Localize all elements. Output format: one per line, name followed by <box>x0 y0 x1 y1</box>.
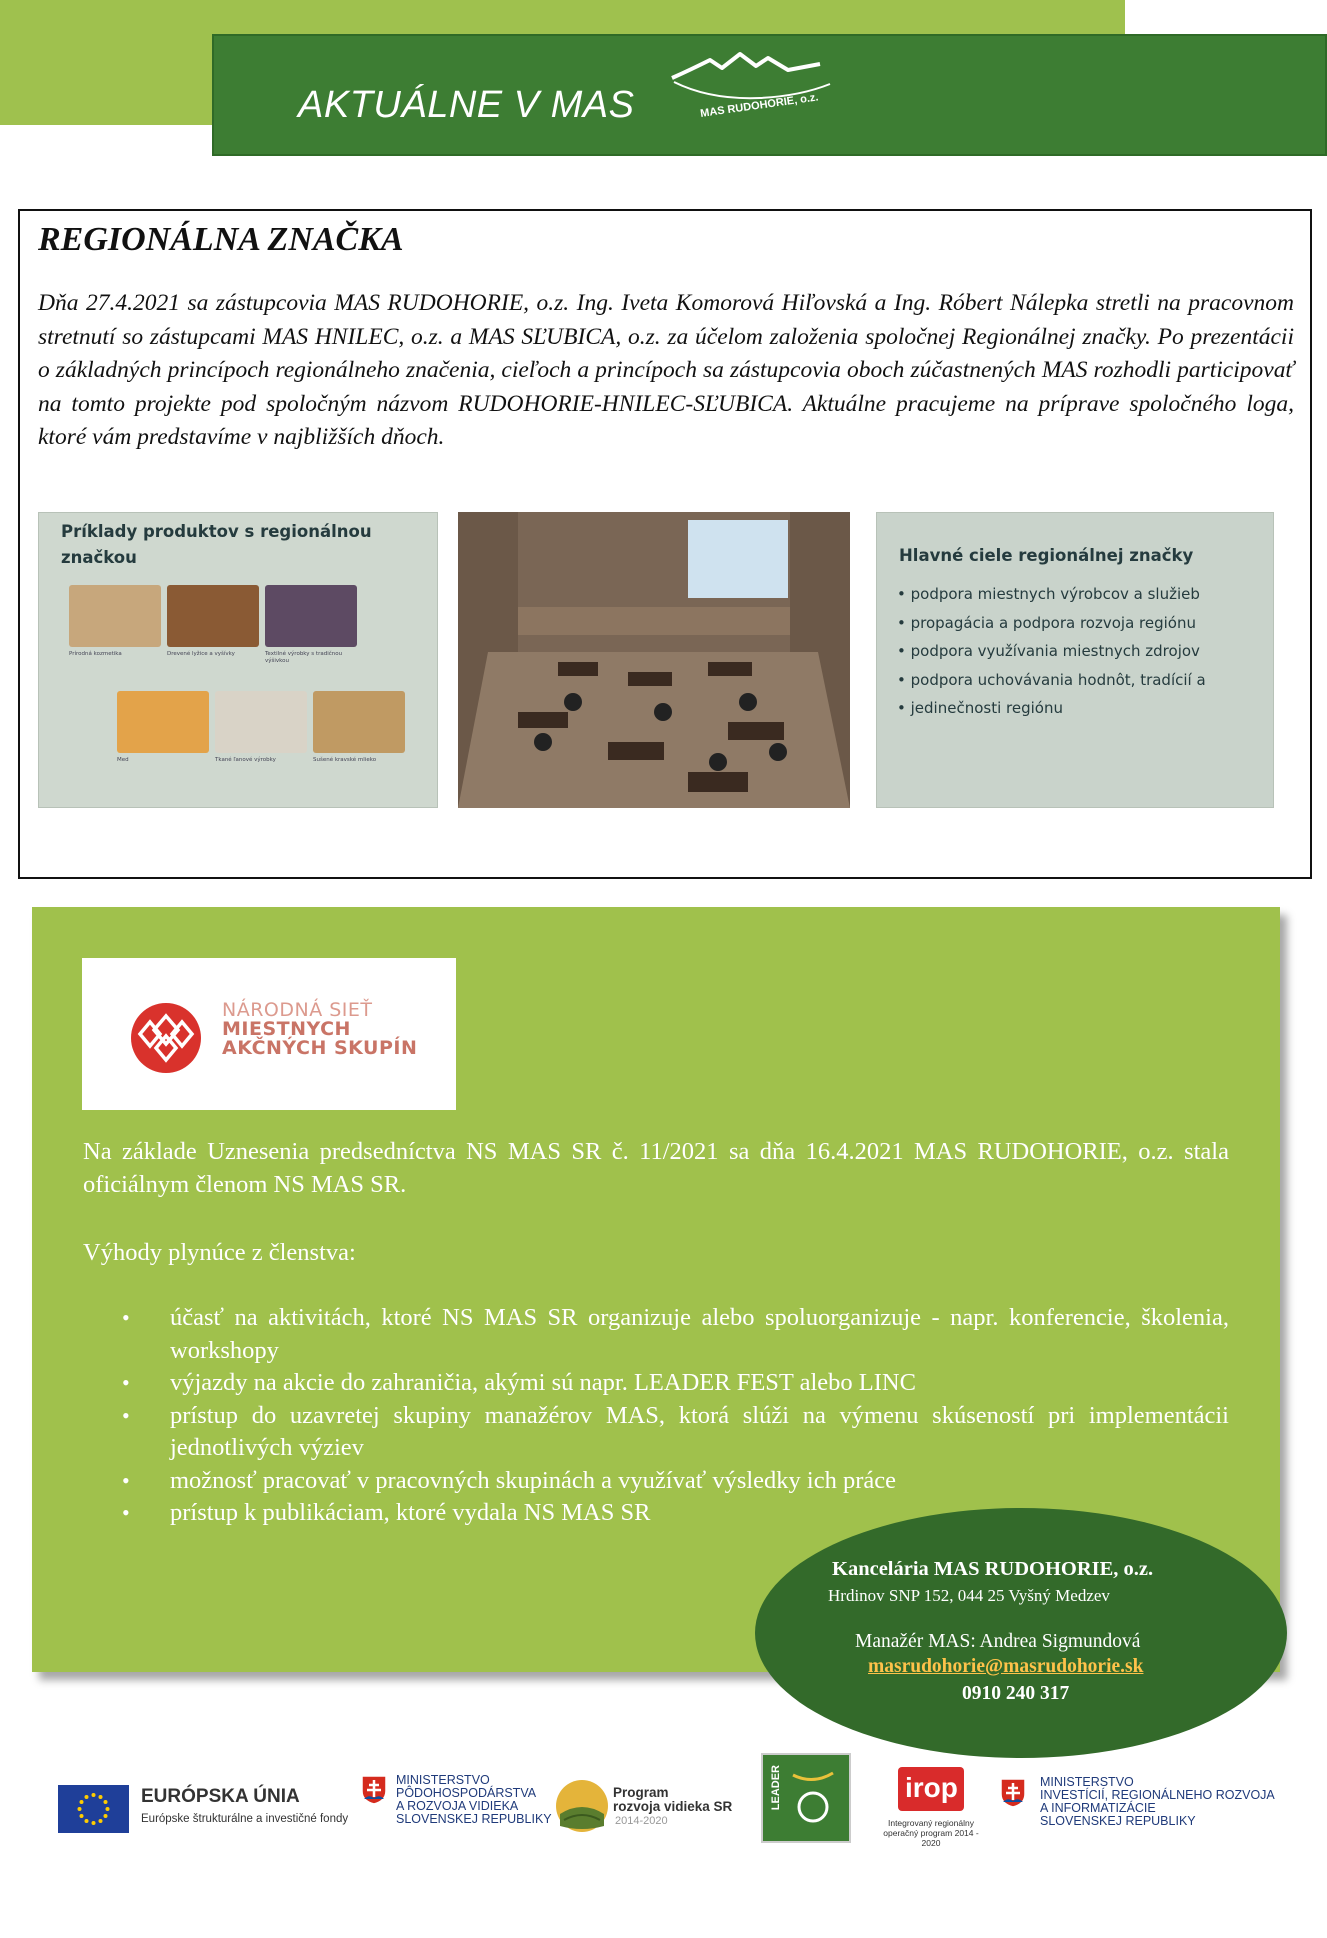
eu-subtitle: Európske štrukturálne a investičné fondy <box>141 1813 349 1825</box>
prv-years: 2014-2020 <box>615 1815 668 1827</box>
contact-address: Hrdinov SNP 152, 044 25 Vyšný Medzev <box>828 1586 1110 1605</box>
product-photo-linen <box>215 691 307 753</box>
meeting-hall-photo <box>458 512 850 808</box>
article-title: REGIONÁLNA ZNAČKA <box>38 221 404 258</box>
product-label: Med <box>117 757 129 763</box>
slovak-crest-icon <box>361 1775 387 1805</box>
product-label: Sušené kravské mlieko <box>313 757 377 763</box>
advantage-item: • prístup do uzavretej skupiny manažérov MAS, ktorá slúži na výmenu skúseností pri implementácii jednotlivých výziev <box>118 1400 1229 1465</box>
nsmas-logo-icon <box>130 1002 202 1074</box>
article-body: Dňa 27.4.2021 sa zástupcovia MAS RUDOHORIE, o.z. Ing. Iveta Komorová Hiľovská a Ing. Róbert Nálepka stretli na pracovnom stretnutí so zástupcami MAS HNILEC, o.z. a MAS SĽUBICA, o.z. za účelom založenia spoločnej Regionálnej značky. Po prezentácii o základných princípoch regionálneho značenia, cieľoch a princípoch sa zástupcovia oboch zúčastnených MAS rozhodli participovať na tomto projekte pod spoločným názvom RUDOHORIE-HNILEC-SĽUBICA. Aktuálne pracujeme na príprave spoločného loga, ktoré vám predstavíme v najbližších dňoch. <box>38 290 1294 450</box>
nsmas-logo-line: NÁRODNÁ SIEŤ <box>222 999 373 1021</box>
advantages-heading: Výhody plynúce z členstva: <box>83 1239 356 1266</box>
goals-list <box>897 580 1206 723</box>
mas-rudohorie-logo <box>670 48 835 120</box>
prv-logo-icon <box>556 1780 608 1832</box>
ministry-agriculture-text: MINISTERSTVO PÔDOHOSPODÁRSTVA A ROZVOJA VIDIEKA SLOVENSKEJ REPUBLIKY <box>396 1773 552 1826</box>
products-slide-title: Príklady produktov s regionálnou značkou <box>61 522 372 567</box>
irop-text: irop <box>905 1772 958 1803</box>
contact-email-link[interactable]: masrudohorie@masrudohorie.sk <box>868 1656 1144 1677</box>
contact-phone: 0910 240 317 <box>962 1683 1070 1704</box>
contact-title: Kancelária MAS RUDOHORIE, o.z. <box>832 1558 1154 1580</box>
advantage-item: • účasť na aktivitách, ktoré NS MAS SR organizuje alebo spoluorganizuje - napr. konferencie, školenia, workshopy <box>118 1302 1229 1367</box>
nsmas-logo-line: MIESTNYCH <box>222 1018 351 1040</box>
contact-manager: Manažér MAS: Andrea Sigmundová <box>855 1631 1141 1652</box>
slovak-crest-icon <box>1000 1778 1026 1808</box>
leader-text: LEADER <box>770 1765 782 1811</box>
goal-item: • jedinečnosti regiónu <box>897 694 1206 723</box>
eu-name: EURÓPSKA ÚNIA <box>141 1786 300 1807</box>
product-photo-honey <box>117 691 209 753</box>
irop-subtitle: Integrovaný regionálny operačný program 2014 - 2020 <box>883 1818 979 1848</box>
prv-text: Program rozvoja vidieka SR <box>613 1785 733 1814</box>
nsmas-logo-line: AKČNÝCH SKUPÍN <box>222 1037 418 1059</box>
product-label: Tkané ľanové výrobky <box>215 757 276 763</box>
goal-item: • podpora miestnych výrobcov a služieb <box>897 580 1206 609</box>
product-label: Textilné výrobky s tradičnou výšivkou <box>265 651 343 664</box>
advantage-item: • prístup k publikáciam, ktoré vydala NS MAS SR <box>118 1497 1229 1530</box>
advantage-item: • výjazdy na akcie do zahraničia, akými sú napr. LEADER FEST alebo LINC <box>118 1367 1229 1400</box>
goal-item: • podpora uchovávania hodnôt, tradícií a <box>897 666 1206 695</box>
projection-screen <box>688 520 788 598</box>
nsmas-paragraph: Na základe Uznesenia predsedníctva NS MAS SR č. 11/2021 sa dňa 16.4.2021 MAS RUDOHORIE, o.z. stala oficiálnym členom NS MAS SR. <box>83 1138 1229 1198</box>
goals-slide-image <box>876 512 1274 808</box>
product-label: Drevené lyžice a vyšívky <box>167 651 235 657</box>
product-photo-milk <box>313 691 405 753</box>
products-slide-image <box>38 512 438 808</box>
eu-flag-icon <box>58 1785 129 1833</box>
product-photo-cosmetics <box>69 585 161 647</box>
goal-item: • propagácia a podpora rozvoja regiónu <box>897 609 1206 638</box>
advantage-item: • možnosť pracovať v pracovných skupinách a využívať výsledky ich práce <box>118 1465 1229 1498</box>
advantages-list <box>118 1302 1229 1530</box>
product-photo-textile <box>265 585 357 647</box>
goals-slide-title: Hlavné ciele regionálnej značky <box>899 546 1194 565</box>
product-photo-spoons <box>167 585 259 647</box>
nsmas-logo-text <box>222 1001 417 1058</box>
ministry-investment-text: MINISTERSTVO INVESTÍCIÍ, REGIONÁLNEHO ROZVOJA A INFORMATIZÁCIE SLOVENSKEJ REPUBLIKY <box>1040 1775 1275 1828</box>
goal-item: • podpora využívania miestnych zdrojov <box>897 637 1206 666</box>
logo-text: MAS RUDOHORIE, o.z. <box>699 91 820 120</box>
page-title: AKTUÁLNE V MAS <box>298 84 635 126</box>
product-label: Prírodná kozmetika <box>69 651 122 657</box>
